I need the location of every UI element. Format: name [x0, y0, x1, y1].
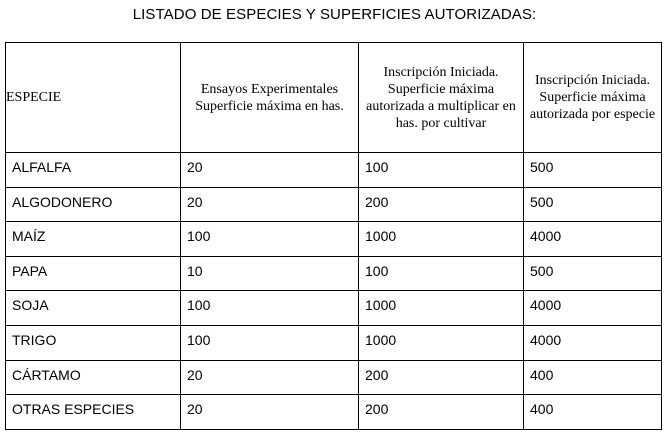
- header-ensayos-experimentales: Ensayos Experimentales Superficie máxima en has.: [181, 43, 359, 153]
- cell-por-especie: 400: [524, 360, 662, 395]
- cell-ensayos: 100: [181, 291, 359, 326]
- cell-especie: ALGODONERO: [6, 187, 181, 222]
- cell-por-cultivar: 1000: [359, 325, 524, 360]
- species-table: [5, 42, 662, 430]
- cell-por-cultivar: 200: [359, 360, 524, 395]
- cell-especie: PAPA: [6, 256, 181, 291]
- header-especie: ESPECIE: [6, 43, 181, 153]
- cell-por-especie: 4000: [524, 291, 662, 326]
- table-row: [6, 291, 662, 326]
- cell-ensayos: 10: [181, 256, 359, 291]
- cell-por-cultivar: 1000: [359, 222, 524, 257]
- cell-por-cultivar: 100: [359, 153, 524, 188]
- table-row: [6, 395, 662, 430]
- table-row: [6, 360, 662, 395]
- table-row: [6, 256, 662, 291]
- cell-especie: CÁRTAMO: [6, 360, 181, 395]
- table-row: [6, 325, 662, 360]
- cell-por-especie: 500: [524, 256, 662, 291]
- table-row: [6, 153, 662, 188]
- cell-ensayos: 20: [181, 360, 359, 395]
- cell-especie: TRIGO: [6, 325, 181, 360]
- cell-ensayos: 20: [181, 395, 359, 430]
- cell-por-especie: 500: [524, 153, 662, 188]
- table-header-row: [6, 43, 662, 153]
- cell-por-cultivar: 1000: [359, 291, 524, 326]
- cell-ensayos: 20: [181, 153, 359, 188]
- cell-especie: MAÍZ: [6, 222, 181, 257]
- header-superficie-por-especie: Inscripción Iniciada. Superficie máxima autorizada por especie: [524, 43, 662, 153]
- cell-por-cultivar: 200: [359, 187, 524, 222]
- cell-especie: ALFALFA: [6, 153, 181, 188]
- cell-por-especie: 4000: [524, 222, 662, 257]
- cell-especie: SOJA: [6, 291, 181, 326]
- table-row: [6, 222, 662, 257]
- cell-por-cultivar: 100: [359, 256, 524, 291]
- cell-por-especie: 400: [524, 395, 662, 430]
- cell-por-cultivar: 200: [359, 395, 524, 430]
- cell-por-especie: 4000: [524, 325, 662, 360]
- cell-ensayos: 20: [181, 187, 359, 222]
- document-title: LISTADO DE ESPECIES Y SUPERFICIES AUTORIZADAS:: [132, 6, 537, 23]
- cell-ensayos: 100: [181, 325, 359, 360]
- cell-ensayos: 100: [181, 222, 359, 257]
- cell-por-especie: 500: [524, 187, 662, 222]
- cell-especie: OTRAS ESPECIES: [6, 395, 181, 430]
- table-row: [6, 187, 662, 222]
- header-superficie-por-cultivar: Inscripción Iniciada. Superficie máxima autorizada a multiplicar en has. por cultivar: [359, 43, 524, 153]
